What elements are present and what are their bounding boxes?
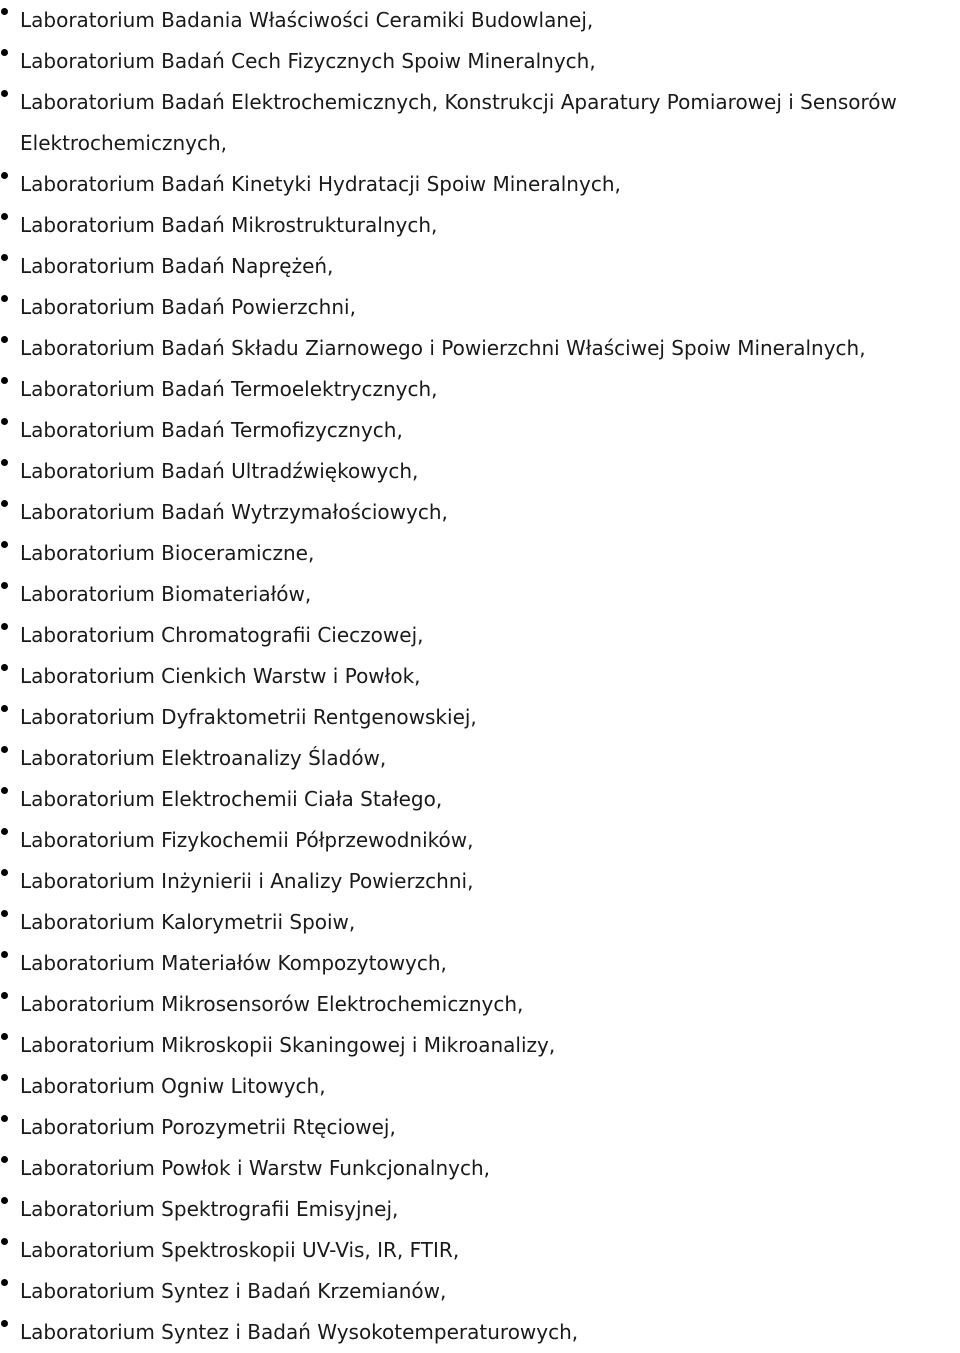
bullet-icon	[1, 377, 8, 384]
lab-name: Laboratorium Bioceramiczne,	[20, 541, 315, 565]
list-item	[0, 246, 960, 287]
list-item	[0, 943, 960, 984]
bullet-icon	[1, 1279, 8, 1286]
lab-name: Laboratorium Elektrochemii Ciała Stałego,	[20, 787, 443, 811]
bullet-icon	[1, 992, 8, 999]
bullet-icon	[1, 541, 8, 548]
list-item	[0, 574, 960, 615]
list-item	[0, 738, 960, 779]
list-item	[0, 820, 960, 861]
bullet-icon	[1, 459, 8, 466]
lab-name: Laboratorium Powłok i Warstw Funkcjonalnych,	[20, 1156, 491, 1180]
lab-name: Laboratorium Cienkich Warstw i Powłok,	[20, 664, 421, 688]
list-item	[0, 1271, 960, 1312]
bullet-icon	[1, 828, 8, 835]
lab-name: Laboratorium Ogniw Litowych,	[20, 1074, 326, 1098]
bullet-icon	[1, 705, 8, 712]
list-item	[0, 492, 960, 533]
list-item	[0, 1312, 960, 1353]
bullet-icon	[1, 910, 8, 917]
bullet-icon	[1, 90, 8, 97]
lab-name: Laboratorium Badań Wytrzymałościowych,	[20, 500, 448, 524]
lab-name: Laboratorium Biomateriałów,	[20, 582, 312, 606]
bullet-icon	[1, 746, 8, 753]
list-item	[0, 205, 960, 246]
bullet-icon	[1, 49, 8, 56]
lab-name: Laboratorium Spektrografii Emisyjnej,	[20, 1197, 399, 1221]
bullet-icon	[1, 1074, 8, 1081]
bullet-icon	[1, 1033, 8, 1040]
lab-name: Laboratorium Badań Składu Ziarnowego i Powierzchni Właściwej Spoiw Mineralnych,	[20, 336, 866, 360]
list-item	[0, 369, 960, 410]
bullet-icon	[1, 951, 8, 958]
lab-name: Laboratorium Inżynierii i Analizy Powierzchni,	[20, 869, 474, 893]
list-item	[0, 1025, 960, 1066]
lab-name: Laboratorium Spektroskopii UV-Vis, IR, FTIR,	[20, 1238, 460, 1262]
list-item	[0, 82, 960, 164]
lab-name: Laboratorium Elektroanalizy Śladów,	[20, 746, 387, 770]
list-item	[0, 410, 960, 451]
bullet-icon	[1, 254, 8, 261]
bullet-icon	[1, 500, 8, 507]
bullet-icon	[1, 8, 8, 15]
bullet-icon	[1, 1197, 8, 1204]
list-item	[0, 533, 960, 574]
lab-name: Laboratorium Porozymetrii Rtęciowej,	[20, 1115, 396, 1139]
list-item	[0, 41, 960, 82]
bullet-icon	[1, 336, 8, 343]
bullet-icon	[1, 418, 8, 425]
bullet-icon	[1, 213, 8, 220]
bullet-icon	[1, 869, 8, 876]
list-item	[0, 451, 960, 492]
list-item	[0, 1230, 960, 1271]
lab-name: Laboratorium Dyfraktometrii Rentgenowskiej,	[20, 705, 477, 729]
lab-name: Laboratorium Badań Termofizycznych,	[20, 418, 403, 442]
list-item	[0, 615, 960, 656]
lab-name: Laboratorium Fizykochemii Półprzewodników,	[20, 828, 474, 852]
lab-name: Laboratorium Materiałów Kompozytowych,	[20, 951, 447, 975]
list-item	[0, 328, 960, 369]
lab-name: Laboratorium Syntez i Badań Wysokotemperaturowych,	[20, 1320, 579, 1344]
list-item	[0, 1189, 960, 1230]
lab-name: Laboratorium Badań Mikrostrukturalnych,	[20, 213, 438, 237]
bullet-icon	[1, 623, 8, 630]
lab-name: Laboratorium Chromatografii Cieczowej,	[20, 623, 424, 647]
list-item	[0, 1107, 960, 1148]
lab-name: Laboratorium Badań Naprężeń,	[20, 254, 334, 278]
lab-name: Laboratorium Badań Cech Fizycznych Spoiw Mineralnych,	[20, 49, 596, 73]
list-item	[0, 656, 960, 697]
bullet-icon	[1, 1320, 8, 1327]
lab-name: Laboratorium Badań Termoelektrycznych,	[20, 377, 438, 401]
list-item	[0, 861, 960, 902]
lab-name: Laboratorium Mikrosensorów Elektrochemicznych,	[20, 992, 524, 1016]
bullet-icon	[1, 1238, 8, 1245]
list-item	[0, 164, 960, 205]
lab-name: Laboratorium Badań Powierzchni,	[20, 295, 356, 319]
lab-name: Laboratorium Badań Elektrochemicznych, Konstrukcji Aparatury Pomiarowej i Sensorów Elektrochemicznych,	[20, 90, 897, 155]
bullet-icon	[1, 172, 8, 179]
lab-name: Laboratorium Kalorymetrii Spoiw,	[20, 910, 356, 934]
list-item	[0, 902, 960, 943]
list-item	[0, 1066, 960, 1107]
lab-name: Laboratorium Mikroskopii Skaningowej i Mikroanalizy,	[20, 1033, 556, 1057]
list-item	[0, 1148, 960, 1189]
bullet-icon	[1, 787, 8, 794]
bullet-icon	[1, 295, 8, 302]
lab-name: Laboratorium Badania Właściwości Ceramiki Budowlanej,	[20, 8, 594, 32]
lab-name: Laboratorium Badań Ultradźwiękowych,	[20, 459, 419, 483]
list-item	[0, 0, 960, 41]
bullet-icon	[1, 1115, 8, 1122]
list-item	[0, 697, 960, 738]
bullet-icon	[1, 1156, 8, 1163]
list-item	[0, 984, 960, 1025]
list-item	[0, 287, 960, 328]
list-item	[0, 779, 960, 820]
lab-name: Laboratorium Syntez i Badań Krzemianów,	[20, 1279, 447, 1303]
bullet-icon	[1, 664, 8, 671]
lab-name: Laboratorium Badań Kinetyki Hydratacji Spoiw Mineralnych,	[20, 172, 621, 196]
bullet-icon	[1, 582, 8, 589]
